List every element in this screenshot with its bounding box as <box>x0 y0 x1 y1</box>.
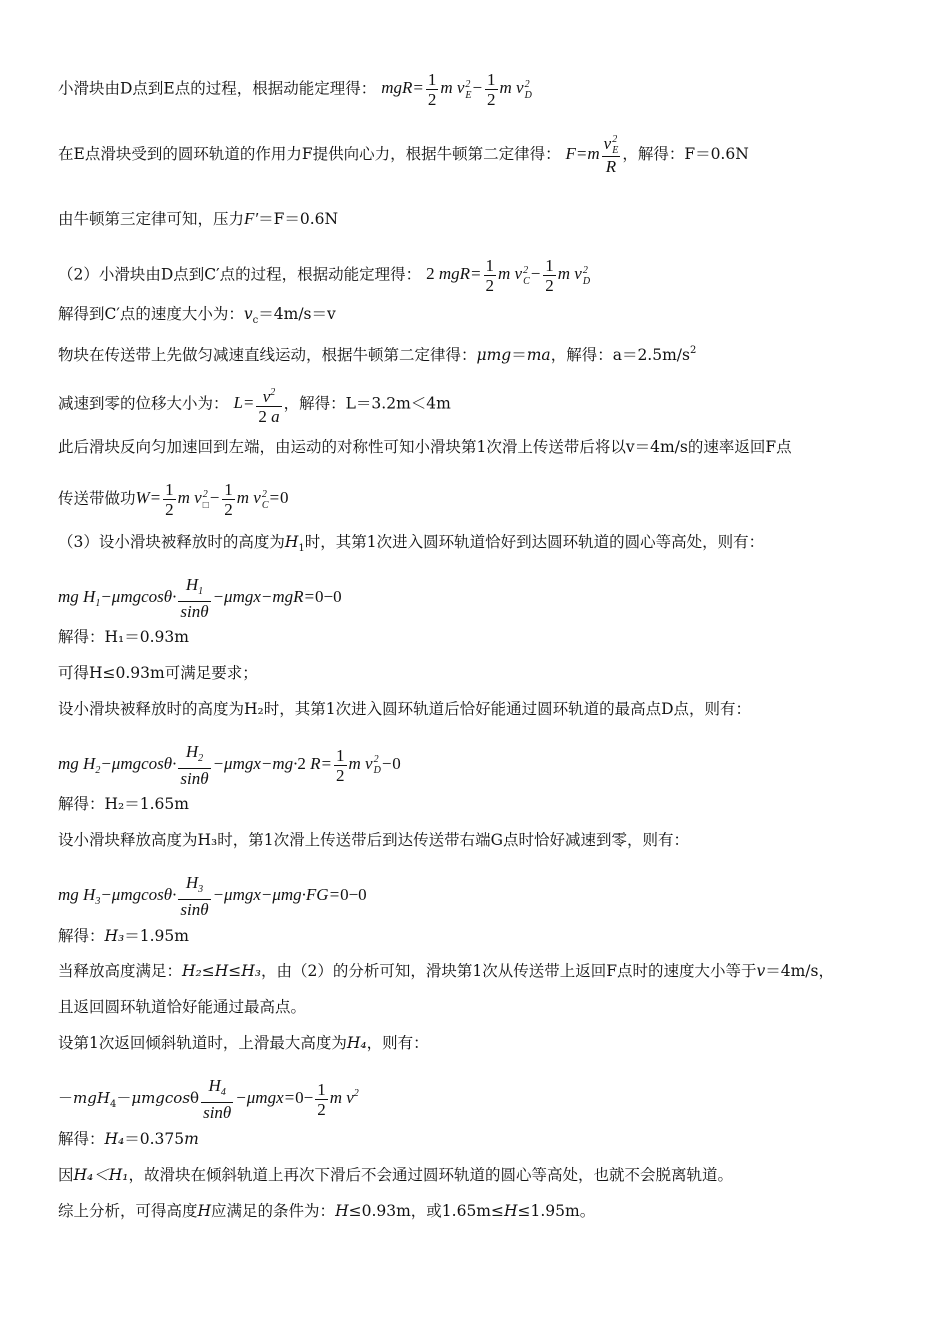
line-displacement <box>58 383 451 426</box>
equation-centripetal: F=m v 2 E R <box>565 134 619 177</box>
text: ＝4m/s， <box>765 962 834 980</box>
line-h4-result <box>58 1128 199 1150</box>
h4-unit: m <box>184 1130 199 1148</box>
text: ≤0.93m，或1.65m≤ <box>348 1202 504 1220</box>
text: 解得：H₂＝1.65m <box>58 795 189 813</box>
line-centripetal-force <box>58 134 749 176</box>
equation-h3: mg $H_3-\mu mgcos\theta\cdot$ $\frac{H_3}{\sin\theta}$ −μmgx−μmg·FG=0−0 <box>58 873 367 919</box>
line-h4-compare <box>58 1164 733 1186</box>
line-h2-result <box>58 793 189 815</box>
text: 设小滑块释放高度为H₃时，第1次滑上传送带后到达传送带右端G点时恰好减速到零，则有： <box>58 831 689 849</box>
equation-work: W= $\frac{1}{2}$ m v 2 □ − $\frac{1}{2}$ m v 2 C =0 <box>135 480 289 519</box>
text: 由牛顿第三定律可知，压力 <box>58 210 245 228</box>
text: 当释放高度满足： <box>58 962 183 980</box>
text: 设小滑块被释放时的高度为H₂时，其第1次进入圆环轨道后恰好能通过圆环轨道的最高点D点，则有： <box>58 700 752 718</box>
text: 解得到C′点的速度大小为： <box>58 305 244 323</box>
text: ，解得： <box>550 346 613 364</box>
text: ，由（2）的分析可知，滑块第1次从传送带上返回F点时的速度大小等于 <box>260 962 757 980</box>
text: 综上分析，可得高度 <box>58 1202 198 1220</box>
line-h3-intro <box>58 829 689 851</box>
equation-newton: μmg <box>476 346 512 364</box>
line-return-top <box>58 996 306 1018</box>
h-symbol: H <box>335 1202 349 1220</box>
h4-symbol: H₄ <box>104 1130 125 1148</box>
text: ＝0.375 <box>124 1130 185 1148</box>
text: 因 <box>58 1166 74 1184</box>
line-range-analysis <box>58 960 834 982</box>
equation-h1: mg $H_1-\mu mgcos\theta\cdot$ $\frac{H_1}{\sin\theta}$ −μmgx−mgR=0−0 <box>58 575 342 621</box>
line-third-law <box>58 208 338 230</box>
text: ，解得：L＝3.2m＜4m <box>283 394 451 413</box>
line-h2-intro <box>58 698 751 720</box>
v-symbol: v <box>756 962 766 980</box>
h-symbol: H <box>504 1202 518 1220</box>
text: 在E点滑块受到的圆环轨道的作用力F提供向心力，根据牛顿第二定律得： <box>58 144 561 163</box>
text: ，则有： <box>366 1034 429 1052</box>
text: 减速到零的位移大小为： <box>58 394 229 413</box>
text: 设第1次返回倾斜轨道时，上滑最大高度为 <box>58 1034 347 1052</box>
h4-symbol: H₄ <box>346 1034 367 1052</box>
accel-result: a＝2.5m/s <box>612 346 690 364</box>
line-h1-condition <box>58 662 258 684</box>
range-expression: H₂≤H≤H₃ <box>182 962 261 980</box>
text: 小滑块由D点到E点的过程，根据动能定理得： <box>58 79 377 98</box>
line-symmetry <box>58 436 792 458</box>
text: （2）小滑块由D点到C′点的过程，根据动能定理得： <box>58 265 422 284</box>
text: 解得： <box>58 1130 105 1148</box>
line-deceleration: 物块在传送带上先做匀减速直线运动，根据牛顿第二定律得：μmg＝ma，解得：$a=2.5m/s^2$ <box>58 345 697 364</box>
text: ，故滑块在倾斜轨道上再次下滑后不会通过圆环轨道的圆心等高处，也就不会脱离轨道。 <box>128 1166 733 1184</box>
line-h1-result <box>58 626 189 648</box>
line-energy-d-to-c <box>58 256 590 295</box>
symbol-f-prime: F′ <box>244 209 259 228</box>
text: 解得：H₁＝0.93m <box>58 628 189 646</box>
h-symbol: H <box>197 1202 212 1220</box>
text: 且返回圆环轨道恰好能通过最高点。 <box>58 998 307 1016</box>
equation-displacement: L= $\frac{v^2}{2 a}$ <box>233 393 283 412</box>
text: （3）设小滑块被释放时的高度为 <box>58 533 285 551</box>
vc-value: ＝4m/s＝v <box>258 305 336 323</box>
line-belt-work <box>58 480 289 519</box>
text: ＝1.95m <box>124 927 189 945</box>
equation-h4: －mgH$_4$－μmgcosθ $\frac{H_4}{\sin\theta}$ −μmgx=0− $\frac{1}{2}$ m $v^2$ <box>58 1076 359 1122</box>
text: 应满足的条件为： <box>211 1202 336 1220</box>
line-conclusion <box>58 1200 595 1222</box>
h4-lt-h1: H₄＜H₁ <box>73 1166 129 1184</box>
text: 可得H≤0.93m可满足要求； <box>58 664 258 682</box>
text: ，解得：F＝0.6N <box>622 144 749 163</box>
text: 解得： <box>58 927 105 945</box>
line-vc: 解得到C′点的速度大小为：$v_c=4m/s=v$ <box>58 305 336 326</box>
text: 物块在传送带上先做匀减速直线运动，根据牛顿第二定律得： <box>58 346 477 364</box>
text: 传送带做功 <box>58 489 136 508</box>
equation-energy-dc: 2 mgR= $\frac{1}{2}$ m v 2 C − $\frac{1}{2}$ m v 2 D <box>426 256 591 295</box>
vc-symbol: v <box>243 305 253 323</box>
text: 时，其第1次进入圆环轨道恰好到达圆环轨道的圆心等高处，则有： <box>304 533 765 551</box>
line-h3-result <box>58 925 189 947</box>
line-energy-d-to-e <box>58 70 532 109</box>
text: ＝F＝0.6N <box>258 210 339 228</box>
text: 此后滑块反向匀加速回到左端，由运动的对称性可知小滑块第1次滑上传送带后将以v＝4m/s的速率返回F点 <box>58 438 792 456</box>
equation-energy-de: mgR= $\frac{1}{2}$ m v 2 E − $\frac{1}{2}$ m v 2 D <box>381 70 532 109</box>
line-part3-intro: （3）设小滑块被释放时的高度为$H_1$时，其第1次进入圆环轨道恰好到达圆环轨道的圆心等高处，则有： <box>58 533 765 554</box>
text: ≤1.95m。 <box>517 1202 596 1220</box>
line-h4-intro <box>58 1032 429 1054</box>
h3-symbol: H₃ <box>104 927 125 945</box>
equation-h2: mg $H_2-\mu mgcos\theta\cdot$ $\frac{H_2}{\sin\theta}$ −μmgx−mg·2 R= $\frac{1}{2}$ m v 2 D −0 <box>58 742 401 788</box>
